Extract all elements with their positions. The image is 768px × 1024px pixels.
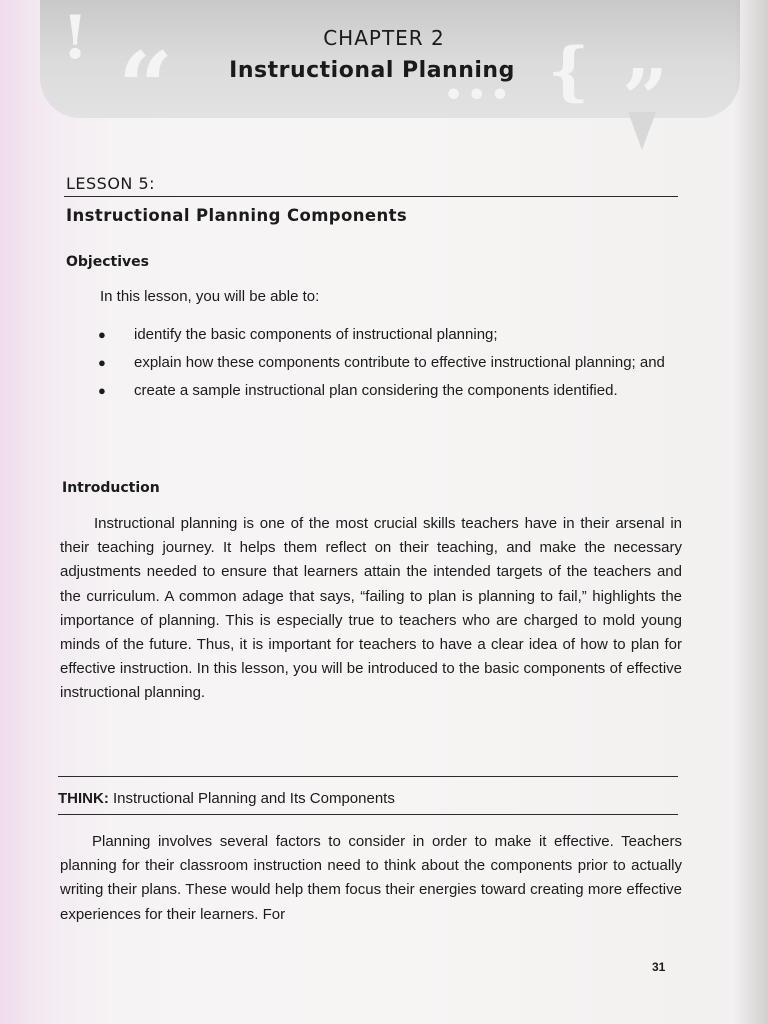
page-number: 31 [652,960,666,974]
lesson-number: LESSON 5: [66,174,156,193]
introduction-paragraph: Instructional planning is one of the most crucial skills teachers have in their arsenal in their teaching journey. It helps them reflect on their teaching, and make the necessary adjustments needed to ensure that learners attain the intended targets of the teachers and the curriculum. A common adage that says, “failing to plan is planning to fail,” highlights the importance of planning. This is especially true to teachers who are charged to mold young minds of the future. Thus, it is important for teachers to have a clear idea of how to plan for effective instruction. In this lesson, you will be introduced to the basic components of effective instructional planning. [60,515,682,702]
decorative-brace-icon: { [548,34,590,109]
think-label: THINK: [58,790,109,807]
objective-item [96,378,686,403]
think-section-header [58,790,395,807]
chapter-number: CHAPTER 2 [323,26,445,50]
page-edge-shadow [734,0,768,1024]
bullet-icon: ● [98,355,106,370]
introduction-heading: Introduction [62,480,160,496]
objectives-heading: Objectives [66,254,149,270]
decorative-exclamation-icon: ! [62,3,89,73]
decorative-open-quote-icon: “ [118,31,174,144]
objectives-intro: In this lesson, you will be able to: [100,288,320,305]
objective-item [96,322,686,347]
bullet-icon: ● [98,327,106,342]
chapter-title: Instructional Planning [229,58,515,83]
think-top-divider [58,776,678,777]
lesson-title: Instructional Planning Components [66,206,408,225]
lesson-divider [64,196,678,197]
decorative-dots-icon: ••• [444,78,514,113]
bullet-icon: ● [98,383,106,398]
objective-text: explain how these components contribute to effective instructional planning; and [134,354,665,371]
objective-item [96,350,686,375]
decorative-close-quote-icon: ” [622,51,669,145]
think-bottom-divider [58,814,678,815]
think-title: Instructional Planning and Its Components [113,790,395,807]
think-paragraph: Planning involves several factors to consider in order to make it effective. Teachers planning for their classroom instruction need to think about the components prior to actually writing their plans. These would help them focus their energies toward creating more effective experiences for their learners. For [60,833,682,923]
objectives-list [96,322,686,406]
objective-text: create a sample instructional plan considering the components identified. [134,382,618,399]
objective-text: identify the basic components of instructional planning; [134,326,498,343]
